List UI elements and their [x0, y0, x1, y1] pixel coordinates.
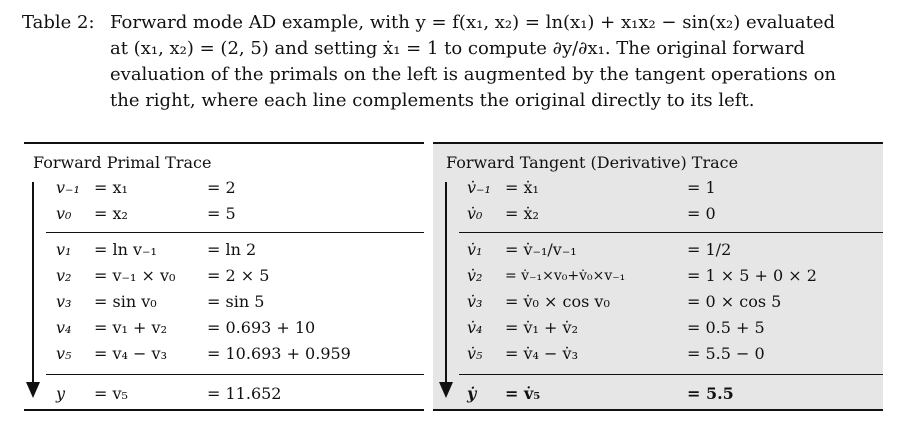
caption-line: evaluation of the primals on the left is augmented by the tangent operations on: [110, 64, 837, 85]
row-expr: = v̇₀ × cos v₀: [505, 292, 610, 311]
row-var: v₀: [56, 204, 72, 223]
row-var: v₄: [56, 318, 72, 337]
primal-row: [24, 342, 424, 366]
section-rule: [46, 374, 424, 375]
row-value: = 5.5 − 0: [687, 344, 765, 363]
top-rule: [433, 142, 883, 144]
row-value: = 5: [207, 204, 236, 223]
row-value: = 1 × 5 + 0 × 2: [687, 266, 817, 285]
primal-trace-panel: [24, 142, 424, 411]
row-value: = 2: [207, 178, 236, 197]
row-value: = 10.693 + 0.959: [207, 344, 351, 363]
tangent-trace-panel: [433, 142, 883, 411]
primal-row: [24, 316, 424, 340]
top-rule: [24, 142, 424, 144]
tangent-row: [433, 238, 883, 262]
row-var: v₃: [56, 292, 72, 311]
caption-line: Forward mode AD example, with y = f(x₁, x₂) = ln(x₁) + x₁x₂ − sin(x₂) evaluated: [110, 12, 835, 33]
row-var: v̇₀: [467, 204, 483, 223]
primal-row: [24, 176, 424, 200]
row-var: v₁: [56, 240, 72, 259]
primal-output-row: [24, 382, 424, 406]
row-expr: = x₁: [94, 178, 128, 197]
row-value: = 5.5: [687, 384, 734, 403]
caption-text: [110, 10, 882, 114]
row-value: = 11.652: [207, 384, 282, 403]
row-var: v̇₂: [467, 266, 483, 285]
primal-row: [24, 238, 424, 262]
section-rule: [459, 374, 883, 375]
row-var: v₋₁: [56, 178, 80, 197]
tangent-row: [433, 202, 883, 226]
tangent-row: [433, 290, 883, 314]
row-expr: = v₅: [94, 384, 128, 403]
tangent-trace-title: Forward Tangent (Derivative) Trace: [446, 153, 739, 172]
row-var: v̇₃: [467, 292, 483, 311]
row-expr: = v̇₋₁/v₋₁: [505, 240, 577, 259]
row-value: = 0.693 + 10: [207, 318, 316, 337]
table-caption: [22, 10, 882, 114]
row-var: v₂: [56, 266, 72, 285]
caption-line: the right, where each line complements the original directly to its left.: [110, 90, 755, 111]
tangent-row: [433, 264, 883, 288]
bottom-rule: [433, 409, 883, 411]
row-value: = 0.5 + 5: [687, 318, 765, 337]
row-expr: = v₁ + v₂: [94, 318, 167, 337]
primal-row: [24, 202, 424, 226]
row-var: v̇₁: [467, 240, 483, 259]
section-rule: [459, 232, 883, 233]
row-var: v̇₄: [467, 318, 483, 337]
tangent-output-row: [433, 382, 883, 406]
bottom-rule: [24, 409, 424, 411]
row-value: = 0: [687, 204, 716, 223]
row-value: = ln 2: [207, 240, 257, 259]
row-value: = sin 5: [207, 292, 265, 311]
row-value: = 0 × cos 5: [687, 292, 782, 311]
row-value: = 1: [687, 178, 716, 197]
primal-row: [24, 264, 424, 288]
row-expr: = v₄ − v₃: [94, 344, 167, 363]
tangent-row: [433, 176, 883, 200]
row-expr: = ẋ₂: [505, 204, 539, 223]
row-value: = 2 × 5: [207, 266, 270, 285]
row-expr: = v₋₁ × v₀: [94, 266, 176, 285]
primal-row: [24, 290, 424, 314]
row-expr: = ln v₋₁: [94, 240, 157, 259]
caption-line: at (x₁, x₂) = (2, 5) and setting ẋ₁ = 1 to compute ∂y/∂x₁. The original forward: [110, 38, 805, 59]
row-expr: = sin v₀: [94, 292, 157, 311]
row-var: v̇₋₁: [467, 178, 491, 197]
tangent-row: [433, 316, 883, 340]
row-var: ẏ: [467, 384, 477, 403]
caption-label: Table 2:: [22, 12, 95, 33]
tangent-row: [433, 342, 883, 366]
row-var: v₅: [56, 344, 72, 363]
row-expr: = ẋ₁: [505, 178, 539, 197]
row-var: v̇₅: [467, 344, 483, 363]
row-expr: = v̇₄ − v̇₃: [505, 344, 578, 363]
row-expr: = v̇₅: [505, 384, 541, 403]
row-var: y: [56, 384, 66, 403]
section-rule: [46, 232, 424, 233]
row-expr: = x₂: [94, 204, 128, 223]
row-value: = 1/2: [687, 240, 732, 259]
row-expr: = v̇₁ + v̇₂: [505, 318, 578, 337]
primal-trace-title: Forward Primal Trace: [33, 153, 212, 172]
row-expr: = v̇₋₁×v₀+v̇₀×v₋₁: [505, 268, 626, 284]
